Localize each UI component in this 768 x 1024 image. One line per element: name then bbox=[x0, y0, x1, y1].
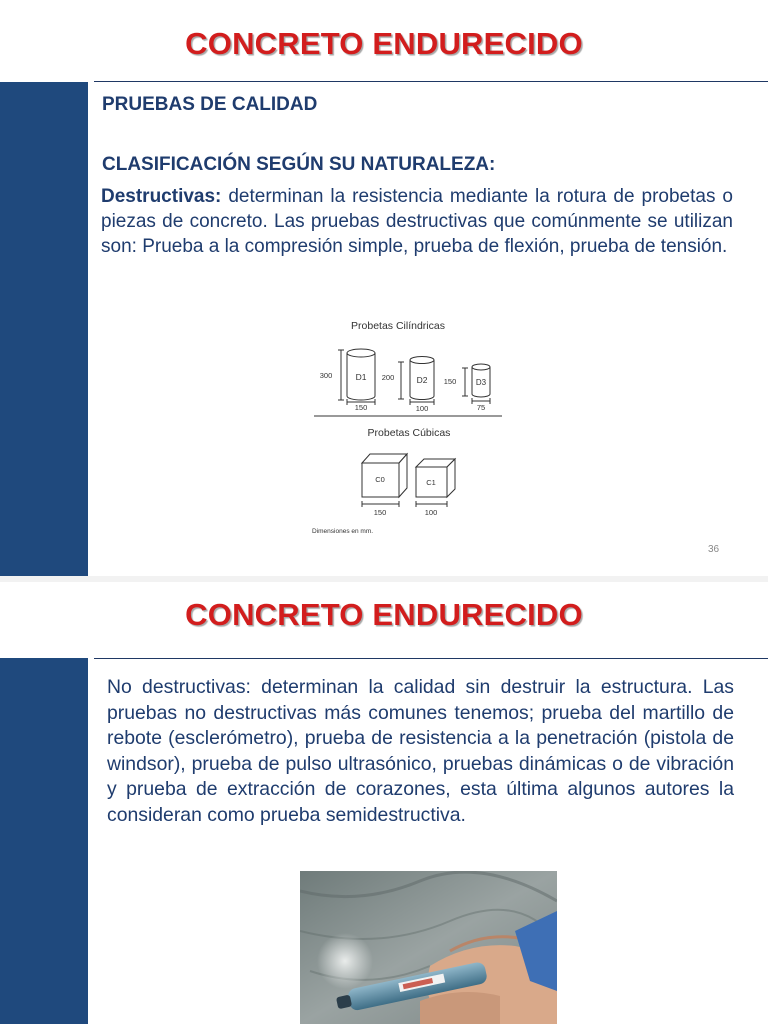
destructive-term: Destructivas: bbox=[101, 186, 222, 207]
cylinder-d3-diameter: 75 bbox=[476, 403, 486, 412]
cube-c1-side: 100 bbox=[424, 508, 438, 517]
destructive-description: determinan la resistencia mediante la rotura de probetas o piezas de concreto. Las pruebas destructivas que comúnmente se utilizan son: Prueba a la compresión simple, prueba de flexión, prueba de tensión. bbox=[101, 186, 733, 257]
sidebar-accent-bar bbox=[0, 658, 88, 1024]
cylinder-d2-label: D2 bbox=[416, 375, 428, 385]
cube-heading: Probetas Cúbicas bbox=[367, 427, 451, 439]
cube-c0-side: 150 bbox=[373, 508, 387, 517]
rebound-hammer-photo bbox=[300, 871, 557, 1024]
non-destructive-paragraph: No destructivas: determinan la calidad sin destruir la estructura. Las pruebas no destructivas más comunes tenemos; prueba del martillo de rebote (esclerómetro), prueba de resistencia a la penetración (pistola de windsor), prueba de pulso ultrasónico, pruebas dinámicas o de vibración y prueba de extracción de corazones, esta última algunos autores la consideran como prueba semidestructiva. bbox=[107, 676, 734, 826]
dimensions-note: Dimensiones en mm. bbox=[312, 528, 374, 535]
sidebar-accent-bar bbox=[0, 82, 88, 576]
cylinder-d1-label: D1 bbox=[355, 372, 367, 382]
classification-heading: CLASIFICACIÓN SEGÚN SU NATURALEZA: bbox=[102, 154, 496, 175]
cube-c1-label: C1 bbox=[426, 478, 436, 487]
title-rule bbox=[94, 81, 768, 82]
cylinder-d2-diameter: 100 bbox=[415, 404, 429, 413]
cylinder-d3-label: D3 bbox=[475, 378, 487, 387]
cylinder-heading: Probetas Cilíndricas bbox=[351, 320, 445, 332]
page-number: 36 bbox=[708, 544, 720, 555]
title-rule bbox=[94, 658, 768, 659]
slide-title: CONCRETO ENDURECIDO bbox=[185, 26, 583, 61]
cube-c0-label: C0 bbox=[375, 475, 385, 484]
slide-37 bbox=[0, 582, 768, 1024]
cylinder-d1-height: 300 bbox=[319, 371, 333, 380]
cylinder-d1-diameter: 150 bbox=[354, 403, 368, 412]
cylinder-d3-height: 150 bbox=[443, 377, 457, 386]
slide-title: CONCRETO ENDURECIDO bbox=[185, 597, 583, 632]
cylinder-d2-height: 200 bbox=[381, 373, 395, 382]
specimen-diagram bbox=[300, 312, 515, 540]
section-heading: PRUEBAS DE CALIDAD bbox=[102, 94, 318, 115]
destructive-paragraph bbox=[101, 184, 733, 259]
